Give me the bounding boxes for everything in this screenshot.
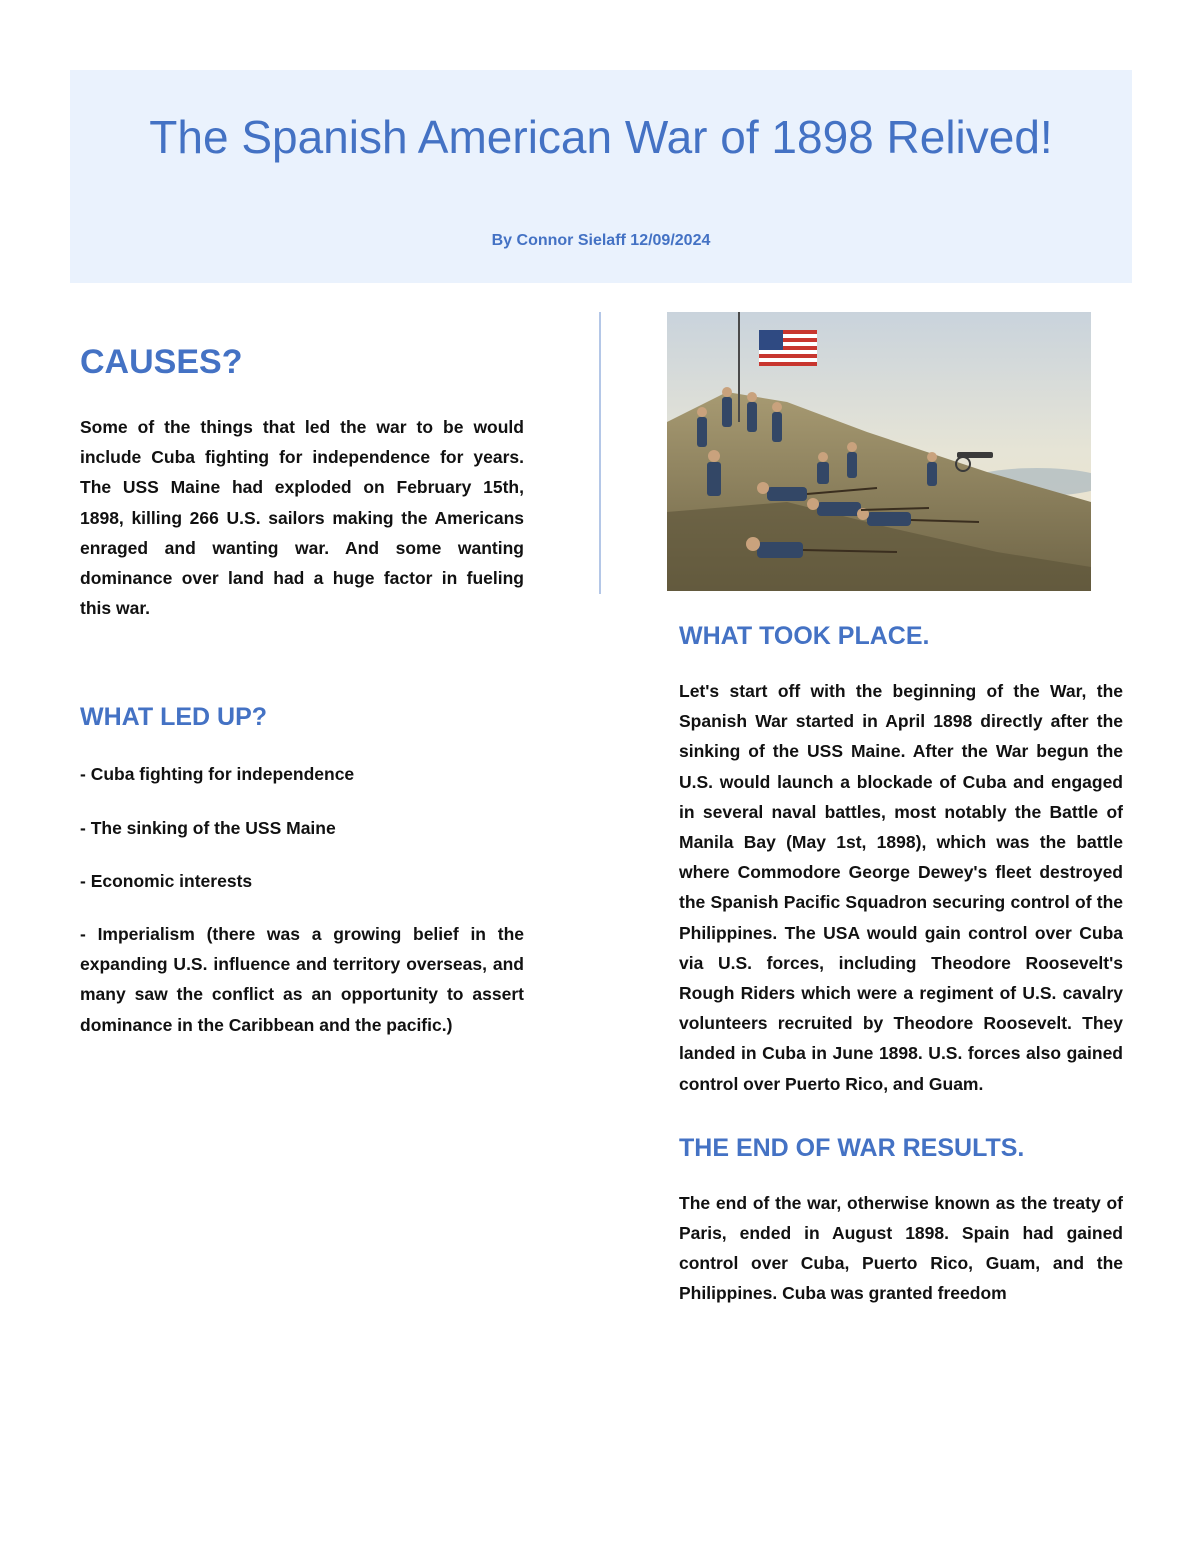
causes-body: Some of the things that led the war to be would include Cuba fighting for independence for years. The USS Maine had exploded on February 15th, 1898, killing 266 U.S. sailors making the Americans enraged and wanting war. And some wanting dominance over land had a huge factor in fueling this war. [80, 417, 524, 619]
list-item: - Economic interests [80, 870, 253, 891]
page-title: The Spanish American War of 1898 Relived! [149, 111, 1053, 163]
left-column [80, 330, 524, 1063]
took-place-heading: WHAT TOOK PLACE. [679, 622, 930, 650]
end-results-heading: THE END OF WAR RESULTS. [679, 1133, 1025, 1162]
column-divider [599, 312, 601, 594]
list-item: - The sinking of the USS Maine [80, 817, 336, 838]
header-band [70, 70, 1132, 283]
list-item: - Cuba fighting for independence [80, 764, 355, 785]
byline: By Connor Sielaff 12/09/2024 [491, 232, 711, 249]
took-place-body: Let's start off with the beginning of the War, the Spanish War started in April 1898 directly after the sinking of the USS Maine. After the War begun the U.S. would launch a blockade of Cuba and engaged in several naval battles, most notably the Battle of Manila Bay (May 1st, 1898), which was the battle where Commodore George Dewey's fleet destroyed the Spanish Pacific Squadron securing control of the Philippines. The USA would gain control over Cuba via U.S. forces, including Theodore Roosevelt's Rough Riders which were a regiment of U.S. cavalry volunteers recruited by Theodore Roosevelt. They landed in Cuba in June 1898. U.S. forces also gained control over Puerto Rico, and Guam. [679, 681, 1123, 1094]
led-up-list [80, 759, 524, 1039]
led-up-heading: WHAT LED UP? [80, 703, 268, 732]
causes-heading: CAUSES? [80, 343, 243, 381]
list-item: - Imperialism (there was a growing belief in the expanding U.S. influence and territory overseas, and many saw the conflict as an opportunity to assert dominance in the Caribbean and the pacific.) [80, 924, 524, 1035]
right-column [679, 600, 1123, 1309]
battle-painting-image [667, 312, 1091, 591]
end-results-body: The end of the war, otherwise known as the treaty of Paris, ended in August 1898. Spain had gained control over Cuba, Puerto Rico, Guam, and the Philippines. Cuba was granted freedom [679, 1192, 1123, 1304]
